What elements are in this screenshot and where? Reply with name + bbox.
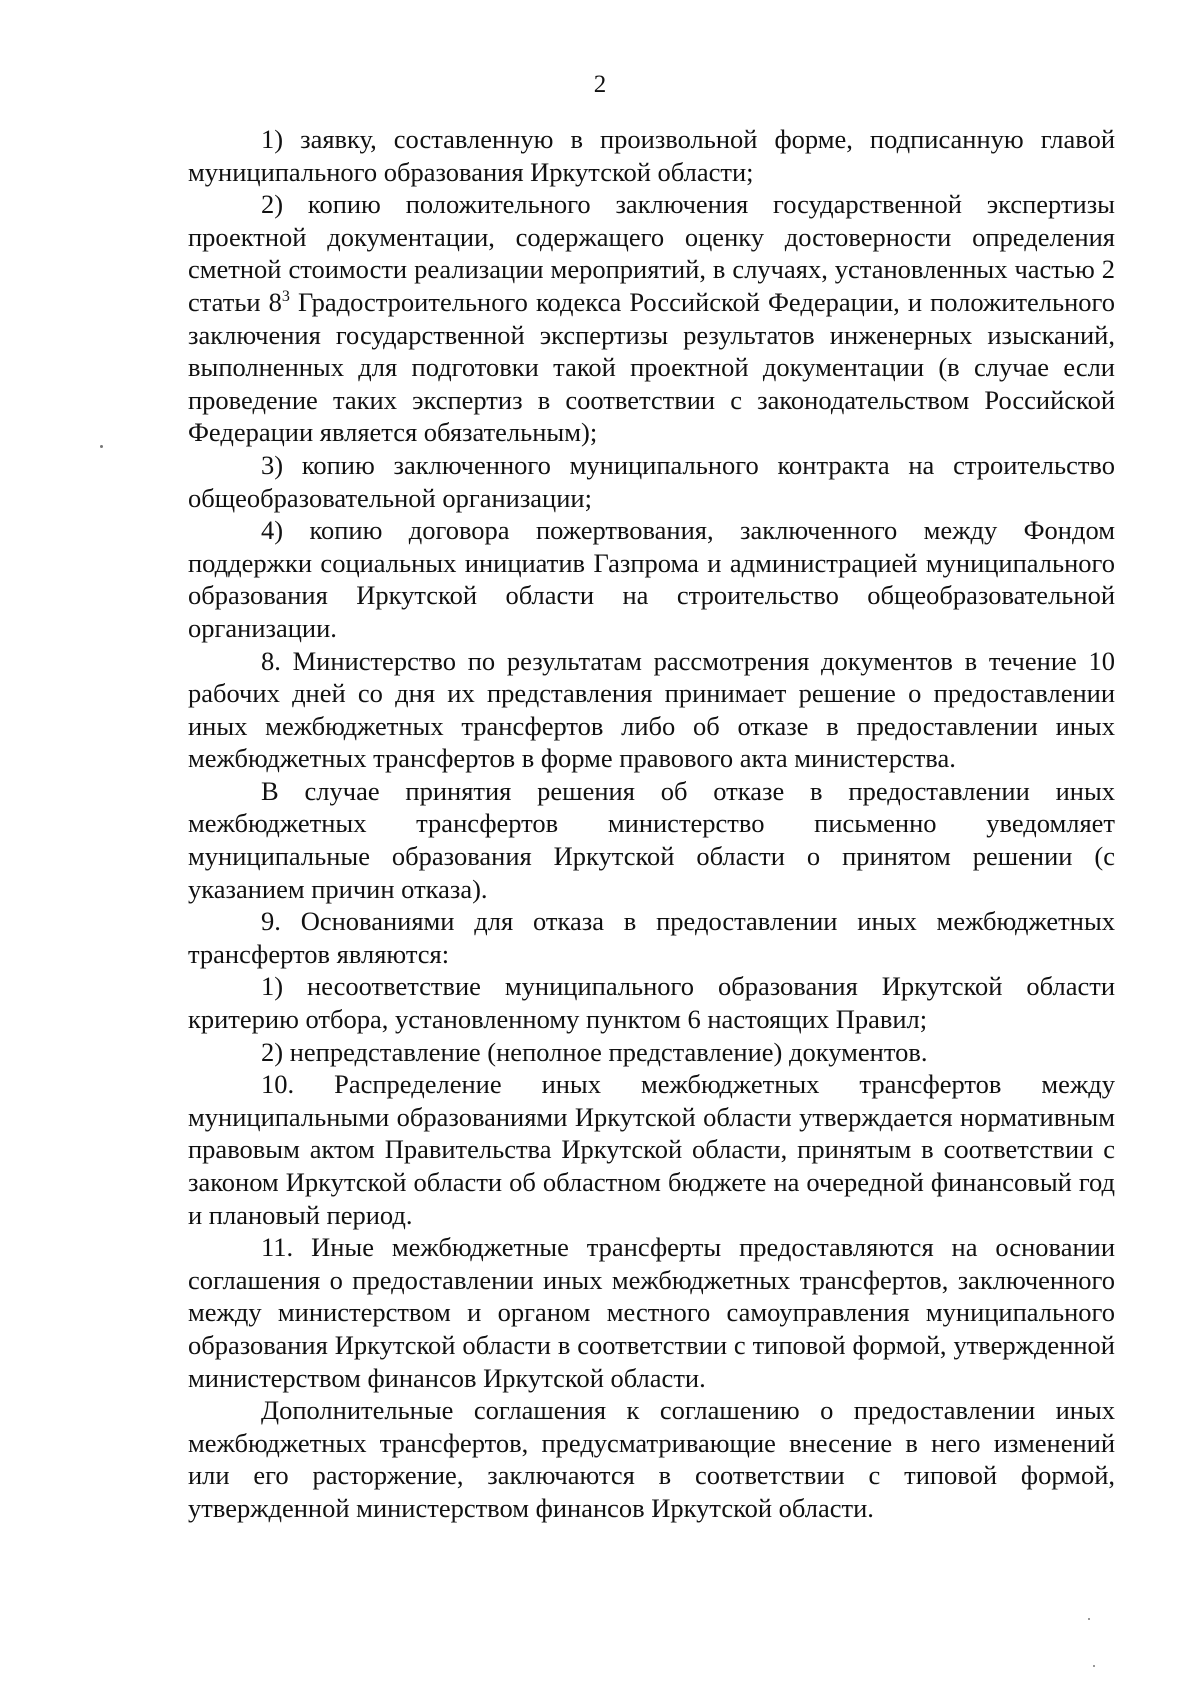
paragraph-clause-9: 9. Основаниями для отказа в предоставлении иных межбюджетных трансфертов являются: <box>188 906 1115 969</box>
paragraph-clause-11: 11. Иные межбюджетные трансферты предоставляются на основании соглашения о предоставлении иных межбюджетных трансфертов, заключенного между министерством и органом местного самоуправления муниципального образования Иркутской области в соответствии с типовой формой, утвержденной министерством финансов Иркутской области. <box>188 1232 1115 1393</box>
paragraph-item-3-contract-copy: 3) копию заключенного муниципального контракта на строительство общеобразовательной организации; <box>188 449 1115 513</box>
paragraph-clause-10: 10. Распределение иных межбюджетных трансфертов между муниципальными образованиями Иркутской области утверждается нормативным правовым актом Правительства Иркутской области, принятым в соответствии с законом Иркутской области об областном бюджете на очередной финансовый год и плановый период. <box>188 1069 1115 1230</box>
paragraph-item-1-application: 1) заявку, составленную в произвольной форме, подписанную главой муниципального образования Иркутской области; <box>188 124 1115 187</box>
paragraph-text-part: Градостроительного кодекса Российской Федерации, и положительного заключения государственной экспертизы результатов инженерных изысканий, выполненных для подготовки такой проектной документации (в случае если проведение таких экспертиз в соответствии с законодательством Российской Федерации является обязательным); <box>188 286 1115 448</box>
scan-speck <box>1088 1618 1090 1620</box>
paragraph-text-part: 2) копию положительного заключения государственной экспертизы проектной документации, содержащего оценку достоверности определения сметной стоимости реализации мероприятий, в случаях, установленных частью 2 статьи 8 <box>188 189 1115 317</box>
document-body <box>188 123 1115 1525</box>
paragraph-refusal-notice: В случае принятия решения об отказе в предоставлении иных межбюджетных трансфертов министерство письменно уведомляет муниципальные образования Иркутской области о принятом решении (с указанием причин отказа). <box>188 775 1115 904</box>
paragraph-clause-8: 8. Министерство по результатам рассмотрения документов в течение 10 рабочих дней со дня их представления принимает решение о предоставлении иных межбюджетных трансфертов либо об отказе в предоставлении иных межбюджетных трансфертов в форме правового акта министерства. <box>188 645 1115 774</box>
paragraph-ground-1: 1) несоответствие муниципального образования Иркутской области критерию отбора, установленному пунктом 6 настоящих Правил; <box>188 971 1115 1035</box>
article-superscript: 3 <box>281 287 290 305</box>
paragraph-item-4-donation-agreement: 4) копию договора пожертвования, заключенного между Фондом поддержки социальных инициатив Газпрома и администрацией муниципального образования Иркутской области на строительство общеобразовательной организации. <box>188 515 1115 643</box>
paragraph-ground-2: 2) непредставление (неполное представление) документов. <box>261 1036 928 1067</box>
scan-speck <box>1093 1665 1095 1667</box>
paragraph-item-2-expertise-copy <box>188 188 1115 449</box>
page-number: 2 <box>593 71 607 98</box>
scan-speck <box>100 445 103 448</box>
paragraph-additional-agreements: Дополнительные соглашения к соглашению о предоставлении иных межбюджетных трансфертов, предусматривающие внесение в него изменений или его расторжение, заключаются в соответствии с типовой формой, утвержденной министерством финансов Иркутской области. <box>188 1395 1115 1523</box>
